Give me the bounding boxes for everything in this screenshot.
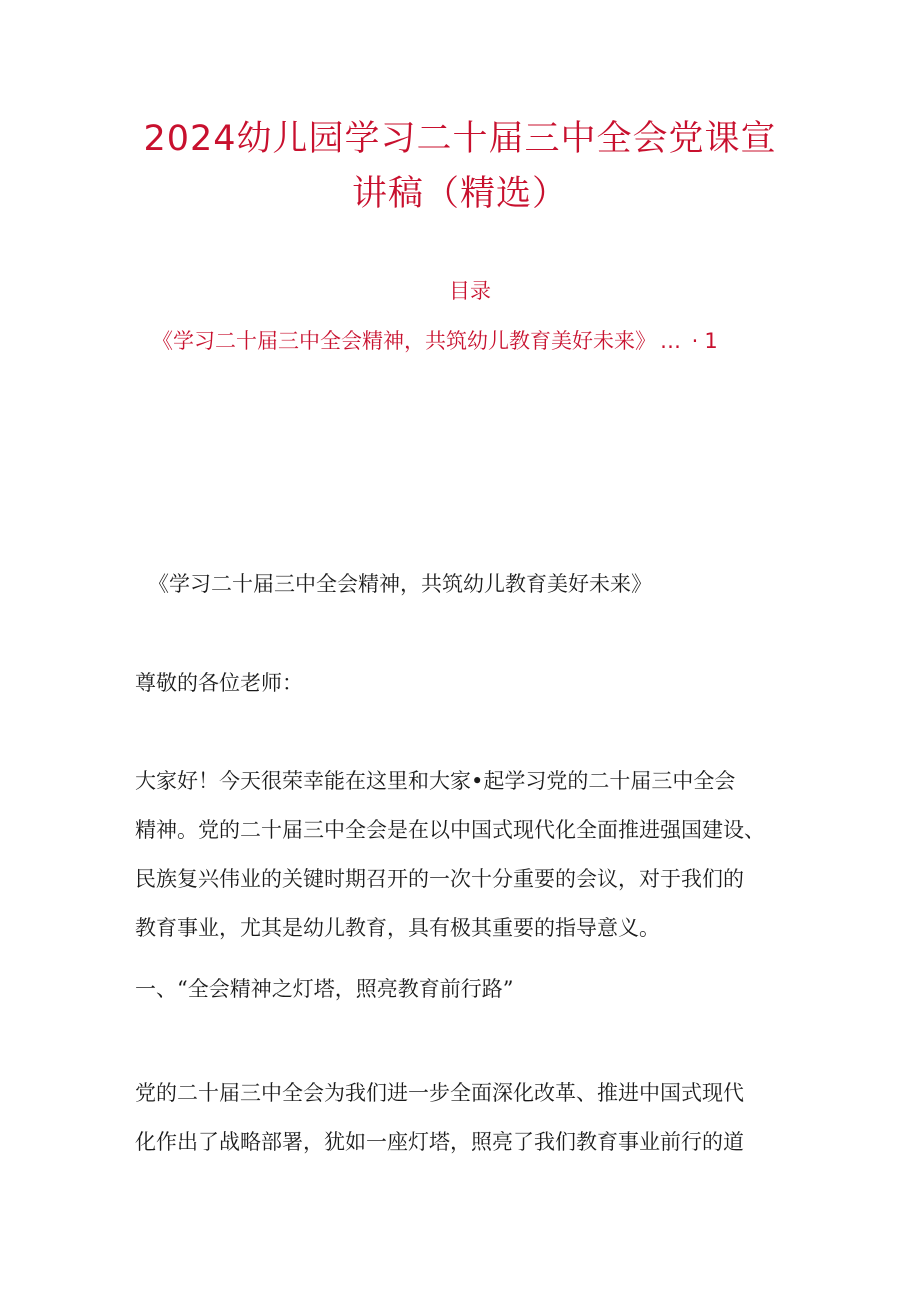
toc-entry-page-number: 1 xyxy=(704,329,718,353)
greeting: 尊敬的各位老师： xyxy=(135,671,303,695)
speech-title: 《学习二十届三中全会精神，共筑幼儿教育美好未来》 xyxy=(148,572,652,596)
document-title xyxy=(0,112,920,222)
toc-heading: 目录 xyxy=(449,279,491,303)
paragraph-2-line: 化作出了战略部署，犹如一座灯塔，照亮了我们教育事业前行的道 xyxy=(135,1130,744,1154)
document-title-line-2: 讲稿（精选） xyxy=(351,174,568,214)
paragraph-1 xyxy=(135,757,815,953)
section-1-heading: 一、“全会精神之灯塔，照亮教育前行路” xyxy=(135,977,514,1001)
toc-entry[interactable] xyxy=(152,326,718,356)
paragraph-2 xyxy=(135,1069,815,1167)
paragraph-1-line: 教育事业，尤其是幼儿教育，具有极其重要的指导意义。 xyxy=(135,916,660,940)
document-title-line-1: 2024幼儿园学习二十届三中全会党课宣 xyxy=(143,119,777,159)
paragraph-1-line: 民族复兴伟业的关键时期召开的一次十分重要的会议，对于我们的 xyxy=(135,867,744,891)
paragraph-2-line: 党的二十届三中全会为我们进一步全面深化改革、推进中国式现代 xyxy=(135,1081,744,1105)
toc-entry-leader: … · xyxy=(660,329,701,353)
paragraph-1-line: 精神。党的二十届三中全会是在以中国式现代化全面推进强国建设、 xyxy=(135,818,765,842)
paragraph-1-line: 大家好！今天很荣幸能在这里和大家•起学习党的二十届三中全会 xyxy=(135,769,736,793)
toc-entry-text: 《学习二十届三中全会精神，共筑幼儿教育美好未来》 xyxy=(152,329,656,353)
